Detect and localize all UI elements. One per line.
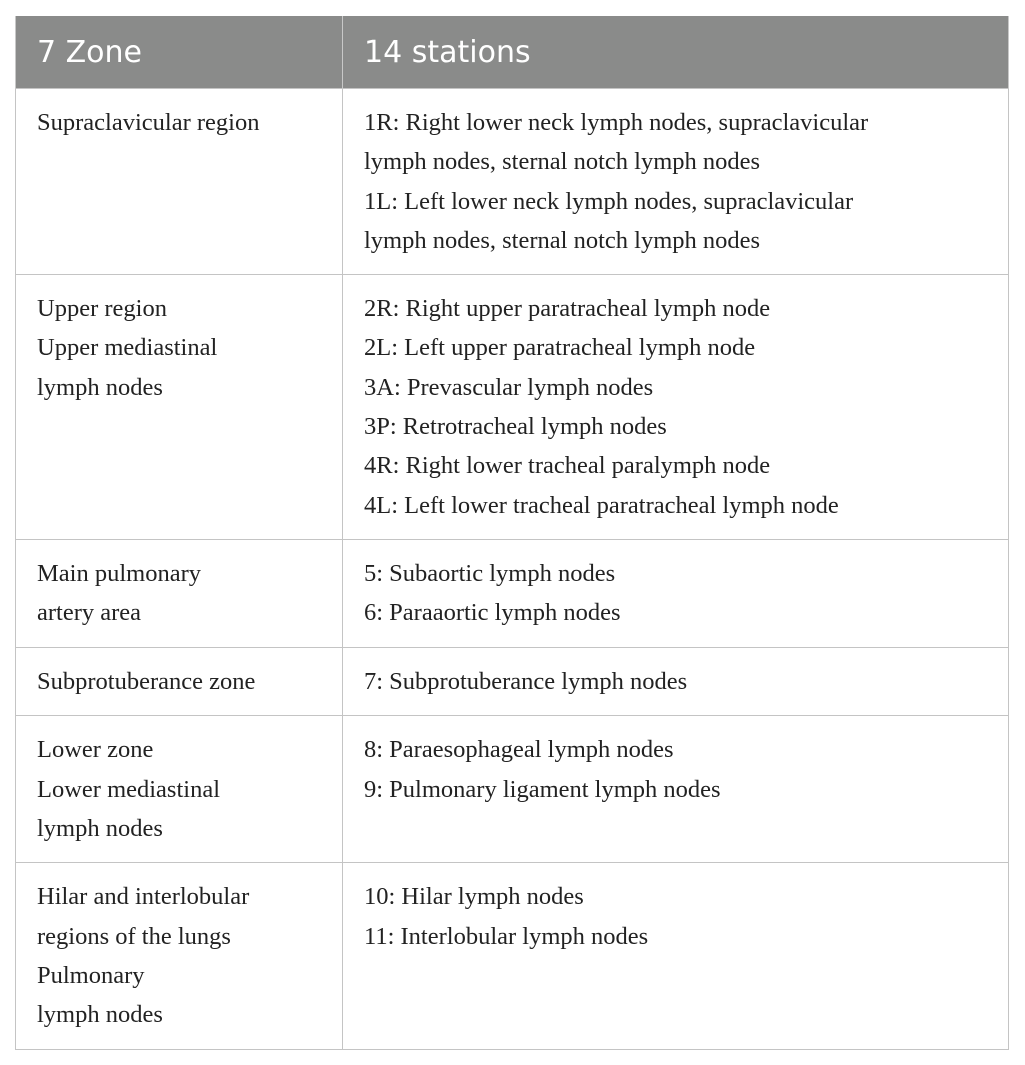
station-line: lymph nodes, sternal notch lymph nodes <box>364 148 761 176</box>
table-row <box>16 863 1009 1049</box>
station-line: 3A: Prevascular lymph nodes <box>364 373 654 401</box>
station-line: 4R: Right lower tracheal paralymph node <box>364 452 771 480</box>
table-row <box>16 648 1009 716</box>
station-line: lymph nodes, sternal notch lymph nodes <box>364 226 761 254</box>
station-line: 3P: Retrotracheal lymph nodes <box>364 413 667 441</box>
zone-line: Lower zone <box>37 736 154 764</box>
zone-line: Supraclavicular region <box>37 109 260 136</box>
zone-cell <box>16 648 343 716</box>
zone-cell <box>16 89 343 275</box>
stations-cell <box>343 275 1009 540</box>
station-line: 1L: Left lower neck lymph nodes, supraclavicular <box>364 187 854 215</box>
header-row <box>16 16 1009 89</box>
zone-line: Pulmonary <box>37 962 145 990</box>
station-line: 9: Pulmonary ligament lymph nodes <box>364 775 721 803</box>
lymph-node-stations-table <box>15 16 1009 1050</box>
station-line: 4L: Left lower tracheal paratracheal lymph node <box>364 491 839 519</box>
lymph-node-table-container <box>15 16 1008 1050</box>
zone-cell <box>16 275 343 540</box>
station-line: 2R: Right upper paratracheal lymph node <box>364 295 771 323</box>
stations-cell <box>343 863 1009 1049</box>
zone-line: Hilar and interlobular <box>37 883 250 911</box>
station-line: 2L: Left upper paratracheal lymph node <box>364 334 756 362</box>
station-line: 5: Subaortic lymph nodes <box>364 560 616 588</box>
station-line: 1R: Right lower neck lymph nodes, supraclavicular <box>364 109 869 136</box>
zone-cell <box>16 863 343 1049</box>
station-line: 8: Paraesophageal lymph nodes <box>364 736 674 764</box>
zone-line: lymph nodes <box>37 1001 163 1029</box>
header-stations: 14 stations <box>343 16 1009 89</box>
zone-cell <box>16 716 343 863</box>
zone-line: Upper region <box>37 295 167 323</box>
zone-line: Upper mediastinal <box>37 334 218 362</box>
station-line: 6: Paraaortic lymph nodes <box>364 599 621 627</box>
station-line: 7: Subprotuberance lymph nodes <box>364 668 688 696</box>
zone-cell <box>16 540 343 648</box>
station-line: 10: Hilar lymph nodes <box>364 883 584 911</box>
zone-line: artery area <box>37 599 142 627</box>
zone-line: Subprotuberance zone <box>37 668 256 696</box>
stations-cell <box>343 648 1009 716</box>
zone-line: lymph nodes <box>37 815 163 843</box>
table-row <box>16 540 1009 648</box>
station-line: 11: Interlobular lymph nodes <box>364 922 649 950</box>
table-row <box>16 89 1009 275</box>
table-header <box>16 16 1009 89</box>
zone-line: Lower mediastinal <box>37 775 221 803</box>
header-zone: 7 Zone <box>16 16 343 89</box>
zone-line: regions of the lungs <box>37 922 231 950</box>
table-row <box>16 716 1009 863</box>
table-body <box>16 89 1009 1050</box>
stations-cell <box>343 540 1009 648</box>
zone-line: Main pulmonary <box>37 560 201 588</box>
table-row <box>16 275 1009 540</box>
stations-cell <box>343 716 1009 863</box>
zone-line: lymph nodes <box>37 373 163 401</box>
stations-cell <box>343 89 1009 275</box>
